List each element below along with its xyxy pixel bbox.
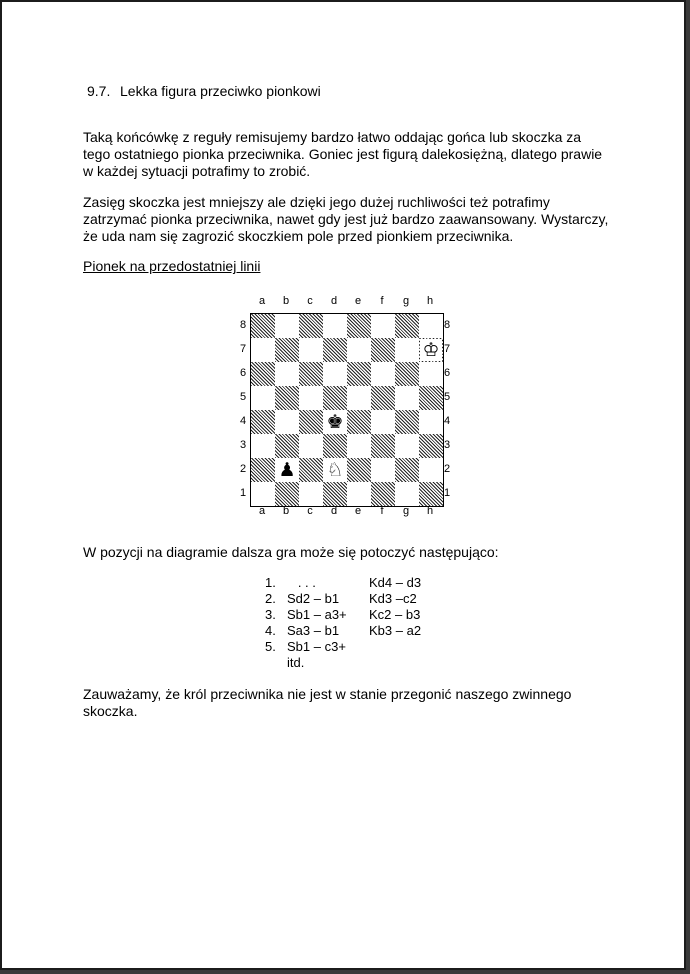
move-row bbox=[265, 655, 449, 671]
rank-label: 6 bbox=[443, 367, 451, 379]
square-g7 bbox=[395, 338, 419, 362]
rank-label: 5 bbox=[443, 391, 451, 403]
square-g4 bbox=[395, 410, 419, 434]
rank-label: 1 bbox=[239, 487, 247, 499]
white-move: Sb1 – c3+ bbox=[287, 639, 346, 654]
paragraph-line: Taką końcówkę z reguły remisujemy bardzo łatwo oddając gońca lub skoczka za bbox=[83, 129, 582, 145]
file-label: e bbox=[354, 505, 362, 517]
square-c5 bbox=[299, 386, 323, 410]
move-row bbox=[265, 639, 449, 655]
move-number: 1. bbox=[265, 575, 276, 590]
move-number: 2. bbox=[265, 591, 276, 606]
square-c7 bbox=[299, 338, 323, 362]
file-label: g bbox=[402, 295, 410, 307]
square-g1 bbox=[395, 482, 419, 506]
square-a3 bbox=[251, 434, 275, 458]
move-row bbox=[265, 575, 449, 591]
black-move: Kb3 – a2 bbox=[369, 623, 422, 638]
move-row bbox=[265, 591, 449, 607]
file-label: f bbox=[380, 295, 384, 307]
square-f2 bbox=[371, 458, 395, 482]
square-f5 bbox=[371, 386, 395, 410]
rank-label: 6 bbox=[239, 367, 247, 379]
rank-label: 7 bbox=[443, 343, 451, 355]
section-title: Lekka figura przeciwko pionkowi bbox=[120, 83, 321, 99]
square-e3 bbox=[347, 434, 371, 458]
file-label: b bbox=[282, 505, 290, 517]
white-knight-icon: ♘ bbox=[324, 459, 346, 481]
square-a7 bbox=[251, 338, 275, 362]
paragraph-line: zatrzymać pionka przeciwnika, nawet gdy jest już bardzo zaawansowany. Wystarczy, bbox=[83, 211, 609, 227]
square-b7 bbox=[275, 338, 299, 362]
page-shadow bbox=[0, 970, 690, 974]
page-shadow bbox=[686, 0, 690, 974]
square-f4 bbox=[371, 410, 395, 434]
square-d7 bbox=[323, 338, 347, 362]
black-move: Kc2 – b3 bbox=[369, 607, 421, 622]
square-e4 bbox=[347, 410, 371, 434]
move-number: 4. bbox=[265, 623, 276, 638]
square-a6 bbox=[251, 362, 275, 386]
move-number: 5. bbox=[265, 639, 276, 654]
square-f8 bbox=[371, 314, 395, 338]
section-heading bbox=[87, 83, 321, 99]
square-c1 bbox=[299, 482, 323, 506]
square-d5 bbox=[323, 386, 347, 410]
file-labels-top bbox=[250, 295, 442, 309]
black-move bbox=[369, 639, 449, 655]
square-b3 bbox=[275, 434, 299, 458]
rank-label: 3 bbox=[443, 439, 451, 451]
square-f7 bbox=[371, 338, 395, 362]
square-c3 bbox=[299, 434, 323, 458]
rank-labels-left bbox=[236, 313, 250, 505]
black-king-icon: ♚ bbox=[324, 411, 346, 433]
white-move: Sb1 – a3+ bbox=[287, 607, 347, 622]
rank-label: 3 bbox=[239, 439, 247, 451]
file-label: h bbox=[426, 505, 434, 517]
moves-intro: W pozycji na diagramie dalsza gra może się potoczyć następująco: bbox=[83, 544, 499, 560]
square-c8 bbox=[299, 314, 323, 338]
file-label: a bbox=[258, 295, 266, 307]
file-label: e bbox=[354, 295, 362, 307]
paragraph-line: w każdej sytuacji potrafimy to zrobić. bbox=[83, 163, 311, 179]
square-e6 bbox=[347, 362, 371, 386]
square-g8 bbox=[395, 314, 419, 338]
square-d6 bbox=[323, 362, 347, 386]
white-move: Sa3 – b1 bbox=[287, 623, 340, 638]
file-labels-bottom bbox=[250, 505, 442, 519]
rank-label: 4 bbox=[239, 415, 247, 427]
square-b8 bbox=[275, 314, 299, 338]
black-move bbox=[369, 655, 449, 671]
square-g5 bbox=[395, 386, 419, 410]
paragraph-line: Zauważamy, że król przeciwnika nie jest w stanie przegonić naszego zwinnego bbox=[83, 686, 572, 702]
section-number: 9.7. bbox=[87, 83, 111, 99]
square-b4 bbox=[275, 410, 299, 434]
square-c6 bbox=[299, 362, 323, 386]
square-a8 bbox=[251, 314, 275, 338]
square-d8 bbox=[323, 314, 347, 338]
square-d2 bbox=[323, 458, 347, 482]
file-label: f bbox=[380, 505, 384, 517]
paragraph-line: Zasięg skoczka jest mniejszy ale dzięki jego dużej ruchliwości też potrafimy bbox=[83, 194, 550, 210]
file-label: d bbox=[330, 505, 338, 517]
square-a2 bbox=[251, 458, 275, 482]
square-b2 bbox=[275, 458, 299, 482]
square-e5 bbox=[347, 386, 371, 410]
square-g6 bbox=[395, 362, 419, 386]
rank-label: 8 bbox=[443, 319, 451, 331]
white-move: . . . bbox=[287, 575, 316, 590]
square-e8 bbox=[347, 314, 371, 338]
white-move: Sd2 – b1 bbox=[287, 591, 340, 606]
square-f6 bbox=[371, 362, 395, 386]
square-a5 bbox=[251, 386, 275, 410]
rank-label: 8 bbox=[239, 319, 247, 331]
square-d1 bbox=[323, 482, 347, 506]
paragraph bbox=[83, 129, 623, 180]
square-e1 bbox=[347, 482, 371, 506]
square-a1 bbox=[251, 482, 275, 506]
rank-label: 4 bbox=[443, 415, 451, 427]
move-row bbox=[265, 623, 449, 639]
square-b5 bbox=[275, 386, 299, 410]
file-label: b bbox=[282, 295, 290, 307]
rank-label: 2 bbox=[239, 463, 247, 475]
chessboard bbox=[250, 313, 444, 507]
rank-label: 7 bbox=[239, 343, 247, 355]
paragraph-line: skoczka. bbox=[83, 703, 138, 719]
rank-label: 2 bbox=[443, 463, 451, 475]
subheading: Pionek na przedostatniej linii bbox=[83, 258, 261, 274]
file-label: d bbox=[330, 295, 338, 307]
square-e7 bbox=[347, 338, 371, 362]
square-c2 bbox=[299, 458, 323, 482]
rank-labels-right bbox=[440, 313, 454, 505]
black-move: Kd4 – d3 bbox=[369, 575, 422, 590]
file-label: h bbox=[426, 295, 434, 307]
square-e2 bbox=[347, 458, 371, 482]
square-b1 bbox=[275, 482, 299, 506]
paragraph bbox=[83, 194, 623, 245]
file-label: c bbox=[307, 505, 313, 517]
square-g3 bbox=[395, 434, 419, 458]
move-row bbox=[265, 607, 449, 623]
paragraph-line: że uda nam się zagrozić skoczkiem pole przed pionkiem przeciwnika. bbox=[83, 228, 514, 244]
move-list bbox=[265, 575, 449, 671]
chess-diagram bbox=[236, 293, 456, 523]
file-label: a bbox=[258, 505, 266, 517]
square-d4 bbox=[323, 410, 347, 434]
file-label: c bbox=[307, 295, 313, 307]
paragraph-line: tego ostatniego pionka przeciwnika. Goniec jest figurą dalekosiężną, dlatego prawie bbox=[83, 146, 603, 162]
square-f3 bbox=[371, 434, 395, 458]
rank-label: 5 bbox=[239, 391, 247, 403]
move-number bbox=[265, 655, 287, 671]
move-number: 3. bbox=[265, 607, 276, 622]
square-f1 bbox=[371, 482, 395, 506]
black-move: Kd3 –c2 bbox=[369, 591, 417, 606]
square-d3 bbox=[323, 434, 347, 458]
square-g2 bbox=[395, 458, 419, 482]
file-label: g bbox=[402, 505, 410, 517]
rank-label: 1 bbox=[443, 487, 451, 499]
square-b6 bbox=[275, 362, 299, 386]
black-pawn-icon: ♟ bbox=[276, 459, 298, 481]
square-c4 bbox=[299, 410, 323, 434]
white-king-icon: ♔ bbox=[420, 339, 442, 361]
square-a4 bbox=[251, 410, 275, 434]
closing-paragraph bbox=[83, 686, 623, 720]
white-move: itd. bbox=[287, 655, 305, 670]
